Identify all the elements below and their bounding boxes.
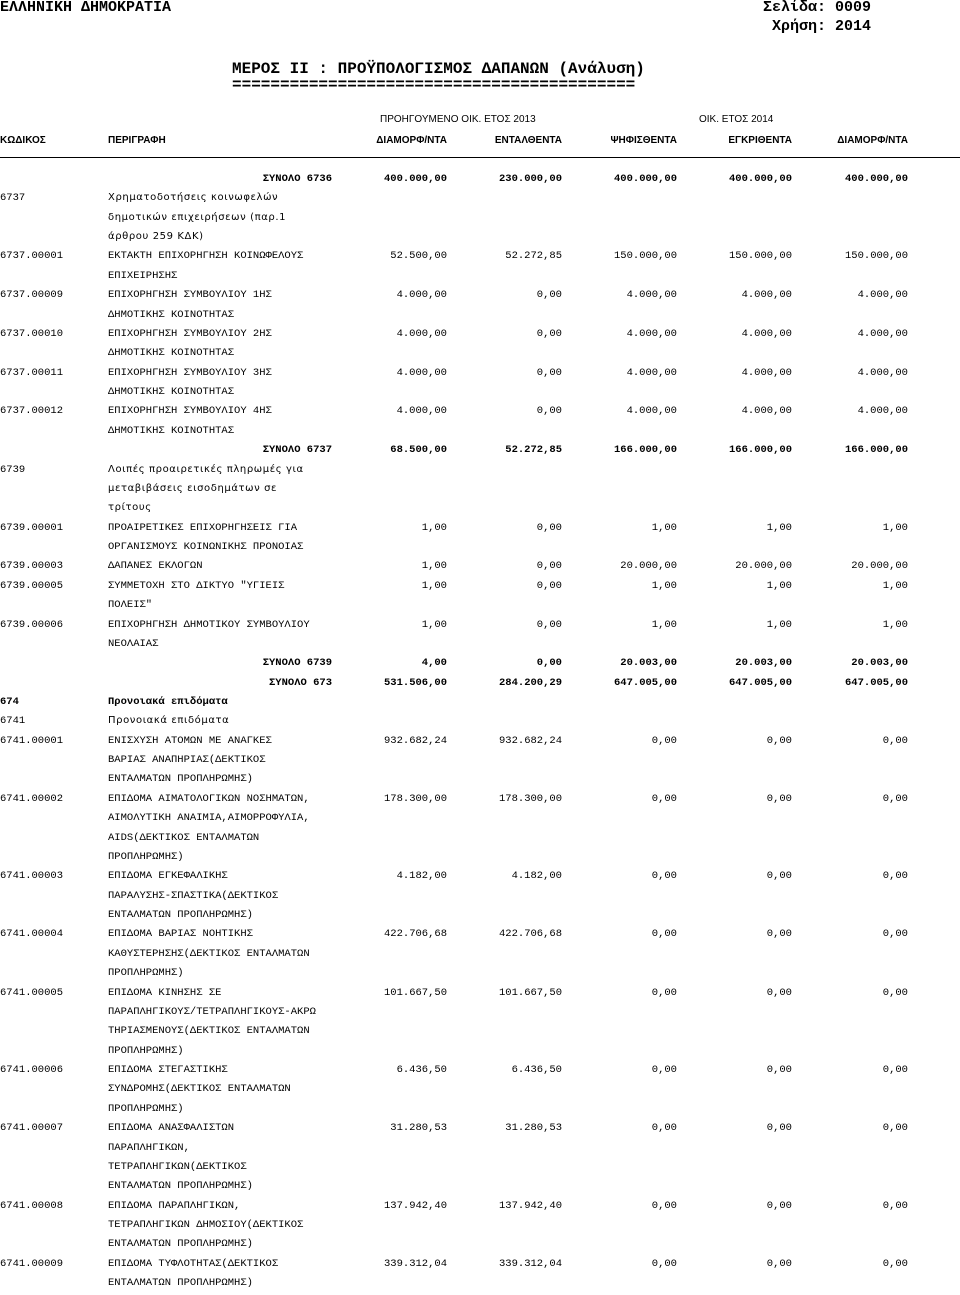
row-code: 6737.00010 xyxy=(0,327,64,340)
row-code: 6737 xyxy=(0,192,26,205)
value-ordered: 0,00 xyxy=(536,366,562,379)
row-description: ΕΠΙΔΟΜΑ ΕΓΚΕΦΑΛΙΚΗΣ xyxy=(108,870,228,883)
description-continuation-row xyxy=(0,502,960,520)
value-approved: 166.000,00 xyxy=(728,444,792,457)
row-code: 6739.00005 xyxy=(0,579,64,592)
value-ordered: 52.272,85 xyxy=(505,250,562,263)
value-formed-curr: 4.000,00 xyxy=(857,366,908,379)
value-formed-curr: 0,00 xyxy=(882,928,908,941)
value-formed-prev: 4,00 xyxy=(421,657,447,670)
row-code: 6737.00009 xyxy=(0,289,64,302)
value-formed-curr: 1,00 xyxy=(882,579,908,592)
description-continuation-row xyxy=(0,1238,960,1256)
description-continuation-row xyxy=(0,832,960,850)
row-description: ΔΗΜΟΤΙΚΗΣ ΚΟΙΝΟΤΗΤΑΣ xyxy=(108,424,235,437)
description-continuation-row xyxy=(0,231,960,249)
description-continuation-row xyxy=(0,599,960,617)
value-formed-prev: 137.942,40 xyxy=(383,1199,447,1212)
row-code: 6741.00002 xyxy=(0,792,64,805)
value-approved: 0,00 xyxy=(766,1199,792,1212)
description-continuation-row xyxy=(0,773,960,791)
total-row xyxy=(0,677,960,695)
row-description: ΕΠΙΔΟΜΑ ΣΤΕΓΑΣΤΙΚΗΣ xyxy=(108,1064,228,1077)
table-row xyxy=(0,464,960,482)
column-header-approved: ΕΓΚΡΙΘΕΝΤΑ xyxy=(728,135,792,146)
row-code: 6741.00004 xyxy=(0,928,64,941)
description-continuation-row xyxy=(0,1025,960,1043)
value-formed-prev: 932.682,24 xyxy=(383,734,447,747)
row-description: ΟΡΓΑΝΙΣΜΟΥΣ ΚΟΙΝΩΝΙΚΗΣ ΠΡΟΝΟΙΑΣ xyxy=(108,541,304,554)
description-continuation-row xyxy=(0,1142,960,1160)
value-formed-curr: 400.000,00 xyxy=(844,173,908,185)
value-formed-prev: 178.300,00 xyxy=(383,792,447,805)
value-voted: 1,00 xyxy=(651,579,677,592)
description-continuation-row xyxy=(0,909,960,927)
description-continuation-row xyxy=(0,638,960,656)
value-formed-prev: 52.500,00 xyxy=(390,250,447,263)
value-formed-curr: 4.000,00 xyxy=(857,327,908,340)
total-row xyxy=(0,657,960,675)
row-code: 6741.00008 xyxy=(0,1199,64,1212)
header-divider xyxy=(0,157,960,158)
value-formed-prev: 1,00 xyxy=(421,618,447,631)
row-description: άρθρου 259 ΚΔΚ) xyxy=(108,231,204,243)
value-approved: 20.003,00 xyxy=(735,657,792,670)
row-description: ΕΝΤΑΛΜΑΤΩΝ ΠΡΟΠΛΗΡΩΜΗΣ) xyxy=(108,909,253,922)
row-description: ΕΠΙΧΕΙΡΗΣΗΣ xyxy=(108,269,178,282)
row-code: 6741.00007 xyxy=(0,1122,64,1135)
value-approved: 4.000,00 xyxy=(741,405,792,418)
value-voted: 0,00 xyxy=(651,792,677,805)
description-continuation-row xyxy=(0,1277,960,1295)
row-code: 6737.00012 xyxy=(0,405,64,418)
column-header-formed-curr: ΔΙΑΜΟΡΦ/ΝΤΑ xyxy=(837,135,908,146)
value-ordered: 0,00 xyxy=(536,289,562,302)
row-description: ΔΗΜΟΤΙΚΗΣ ΚΟΙΝΟΤΗΤΑΣ xyxy=(108,347,235,360)
value-formed-prev: 4.000,00 xyxy=(396,366,447,379)
value-approved: 0,00 xyxy=(766,734,792,747)
value-approved: 1,00 xyxy=(766,521,792,534)
description-continuation-row xyxy=(0,541,960,559)
row-description: ΕΠΙΔΟΜΑ ΠΑΡΑΠΛΗΓΙΚΩΝ, xyxy=(108,1199,241,1212)
value-voted: 4.000,00 xyxy=(626,405,677,418)
row-description: ΕΝΤΑΛΜΑΤΩΝ ΠΡΟΠΛΗΡΩΜΗΣ) xyxy=(108,1277,253,1290)
row-description: ΕΠΙΔΟΜΑ ΑΝΑΣΦΑΛΙΣΤΩΝ xyxy=(108,1122,235,1135)
value-approved: 4.000,00 xyxy=(741,327,792,340)
value-voted: 20.003,00 xyxy=(620,657,677,670)
row-description: ΠΑΡΑΛΥΣΗΣ-ΣΠΑΣΤΙΚΑ(ΔΕΚΤΙΚΟΣ xyxy=(108,889,279,902)
value-voted: 1,00 xyxy=(651,521,677,534)
row-description: τρίτους xyxy=(108,502,152,514)
value-formed-prev: 400.000,00 xyxy=(383,173,447,185)
value-formed-curr: 0,00 xyxy=(882,1122,908,1135)
table-row xyxy=(0,870,960,888)
value-formed-prev: 68.500,00 xyxy=(390,444,447,457)
description-continuation-row xyxy=(0,212,960,230)
total-row xyxy=(0,173,960,191)
row-description: ΠΡΟΑΙΡΕΤΙΚΕΣ ΕΠΙΧΟΡΗΓΗΣΕΙΣ ΓΙΑ xyxy=(108,521,298,534)
table-row xyxy=(0,1064,960,1082)
value-approved: 0,00 xyxy=(766,1064,792,1077)
table-row xyxy=(0,793,960,811)
value-formed-curr: 166.000,00 xyxy=(844,444,908,457)
value-approved: 0,00 xyxy=(766,928,792,941)
value-ordered: 52.272,85 xyxy=(505,444,562,457)
row-description: ΕΠΙΔΟΜΑ ΒΑΡΙΑΣ ΝΟΗΤΙΚΗΣ xyxy=(108,928,253,941)
column-group-previous-year: ΠΡΟΗΓΟΥΜΕΝΟ ΟΙΚ. ΕΤΟΣ 2013 xyxy=(380,114,536,125)
row-description: ΕΠΙΧΟΡΗΓΗΣΗ ΣΥΜΒΟΥΛΙΟΥ 2ΗΣ xyxy=(108,327,272,340)
description-continuation-row xyxy=(0,890,960,908)
row-code: 6741.00005 xyxy=(0,986,64,999)
row-description: ΕΝΤΑΛΜΑΤΩΝ ΠΡΟΠΛΗΡΩΜΗΣ) xyxy=(108,773,253,786)
value-formed-curr: 0,00 xyxy=(882,792,908,805)
row-description: ΕΠΙΔΟΜΑ ΑΙΜΑΤΟΛΟΓΙΚΩΝ ΝΟΣΗΜΑΤΩΝ, xyxy=(108,792,310,805)
value-formed-prev: 4.000,00 xyxy=(396,405,447,418)
description-continuation-row xyxy=(0,948,960,966)
value-ordered: 0,00 xyxy=(536,405,562,418)
value-voted: 150.000,00 xyxy=(613,250,677,263)
row-code: 6737.00011 xyxy=(0,366,64,379)
value-approved: 150.000,00 xyxy=(728,250,792,263)
value-approved: 0,00 xyxy=(766,1257,792,1270)
value-formed-curr: 0,00 xyxy=(882,1199,908,1212)
table-row xyxy=(0,1258,960,1276)
value-formed-prev: 422.706,68 xyxy=(383,928,447,941)
table-row xyxy=(0,1200,960,1218)
value-ordered: 0,00 xyxy=(536,657,562,670)
row-description: ΕΠΙΧΟΡΗΓΗΣΗ ΣΥΜΒΟΥΛΙΟΥ 1ΗΣ xyxy=(108,289,272,302)
value-formed-prev: 339.312,04 xyxy=(383,1257,447,1270)
total-label: ΣΥΝΟΛΟ 673 xyxy=(268,676,332,689)
value-formed-prev: 101.667,50 xyxy=(383,986,447,999)
description-continuation-row xyxy=(0,851,960,869)
value-ordered: 0,00 xyxy=(536,618,562,631)
value-formed-curr: 1,00 xyxy=(882,618,908,631)
column-header-ordered: ΕΝΤΑΛΘΕΝΤΑ xyxy=(494,135,562,146)
row-description: ΝΕΟΛΑΙΑΣ xyxy=(108,637,159,650)
value-approved: 0,00 xyxy=(766,870,792,883)
column-header-voted: ΨΗΦΙΣΘΕΝΤΑ xyxy=(610,135,677,146)
value-voted: 0,00 xyxy=(651,928,677,941)
row-description: ΣΥΝΔΡΟΜΗΣ(ΔΕΚΤΙΚΟΣ ΕΝΤΑΛΜΑΤΩΝ xyxy=(108,1083,291,1096)
page-title: ΜΕΡΟΣ ΙΙ : ΠΡΟΫΠΟΛΟΓΙΣΜΟΣ ΔΑΠΑΝΩΝ (Ανάλυση) xyxy=(232,60,645,78)
section-row xyxy=(0,696,960,714)
row-code: 6741.00009 xyxy=(0,1257,64,1270)
value-formed-prev: 31.280,53 xyxy=(390,1122,447,1135)
value-formed-curr: 0,00 xyxy=(882,734,908,747)
column-header-description: ΠΕΡΙΓΡΑΦΗ xyxy=(108,135,166,146)
value-ordered: 137.942,40 xyxy=(498,1199,562,1212)
description-continuation-row xyxy=(0,754,960,772)
row-description: ΕΝΙΣΧΥΣΗ ΑΤΟΜΩΝ ΜΕ ΑΝΑΓΚΕΣ xyxy=(108,734,272,747)
value-approved: 647.005,00 xyxy=(728,676,792,689)
row-description: Λοιπές προαιρετικές πληρωμές για xyxy=(108,463,304,475)
description-continuation-row xyxy=(0,1006,960,1024)
description-continuation-row xyxy=(0,967,960,985)
row-description: Προνοιακά επιδόματα xyxy=(108,695,228,708)
value-approved: 0,00 xyxy=(766,1122,792,1135)
value-voted: 400.000,00 xyxy=(613,173,677,185)
row-code: 6739.00003 xyxy=(0,560,64,573)
value-formed-curr: 4.000,00 xyxy=(857,405,908,418)
value-voted: 0,00 xyxy=(651,1064,677,1077)
table-row xyxy=(0,580,960,598)
row-description: ΕΠΙΔΟΜΑ ΚΙΝΗΣΗΣ ΣΕ xyxy=(108,986,222,999)
description-continuation-row xyxy=(0,309,960,327)
value-formed-prev: 1,00 xyxy=(421,521,447,534)
row-description: Προνοιακά επιδόματα xyxy=(108,715,230,727)
row-description: ΠΡΟΠΛΗΡΩΜΗΣ) xyxy=(108,1102,184,1115)
row-code: 6739 xyxy=(0,463,26,476)
value-approved: 400.000,00 xyxy=(728,173,792,185)
value-formed-curr: 0,00 xyxy=(882,870,908,883)
value-voted: 166.000,00 xyxy=(613,444,677,457)
value-ordered: 6.436,50 xyxy=(511,1064,562,1077)
value-ordered: 178.300,00 xyxy=(498,792,562,805)
value-formed-prev: 1,00 xyxy=(421,560,447,573)
value-formed-prev: 4.000,00 xyxy=(396,289,447,302)
value-formed-prev: 1,00 xyxy=(421,579,447,592)
row-description: ΠΑΡΑΠΛΗΓΙΚΩΝ, xyxy=(108,1141,190,1154)
value-formed-prev: 4.182,00 xyxy=(396,870,447,883)
table-row xyxy=(0,735,960,753)
row-description: ΤΕΤΡΑΠΛΗΓΙΚΩΝ(ΔΕΚΤΙΚΟΣ xyxy=(108,1160,247,1173)
row-code: 6741.00003 xyxy=(0,870,64,883)
row-description: ΕΠΙΧΟΡΗΓΗΣΗ ΔΗΜΟΤΙΚΟΥ ΣΥΜΒΟΥΛΙΟΥ xyxy=(108,618,310,631)
description-continuation-row xyxy=(0,425,960,443)
row-description: ΣΥΜΜΕΤΟΧΗ ΣΤΟ ΔΙΚΤΥΟ "ΥΓΙΕΙΣ xyxy=(108,579,285,592)
table-row xyxy=(0,250,960,268)
value-formed-curr: 150.000,00 xyxy=(844,250,908,263)
row-description: ΠΟΛΕΙΣ" xyxy=(108,599,153,612)
header-left: ΕΛΛΗΝΙΚΗ ΔΗΜΟΚΡΑΤΙΑ xyxy=(0,0,172,16)
value-approved: 0,00 xyxy=(766,792,792,805)
row-description: ΕΝΤΑΛΜΑΤΩΝ ΠΡΟΠΛΗΡΩΜΗΣ) xyxy=(108,1238,253,1251)
row-description: ΕΝΤΑΛΜΑΤΩΝ ΠΡΟΠΛΗΡΩΜΗΣ) xyxy=(108,1180,253,1193)
row-description: δημοτικών επιχειρήσεων (παρ.1 xyxy=(108,211,287,223)
row-description: ΠΑΡΑΠΛΗΓΙΚΟΥΣ/ΤΕΤΡΑΠΛΗΓΙΚΟΥΣ-ΑΚΡΩ xyxy=(108,1005,316,1018)
row-code: 6741.00001 xyxy=(0,734,64,747)
total-label: ΣΥΝΟΛΟ 6737 xyxy=(262,444,332,457)
row-description: ΒΑΡΙΑΣ ΑΝΑΠΗΡΙΑΣ(ΔΕΚΤΙΚΟΣ xyxy=(108,754,266,767)
value-formed-curr: 4.000,00 xyxy=(857,289,908,302)
table-row xyxy=(0,289,960,307)
row-description: ΕΠΙΔΟΜΑ ΤΥΦΛΟΤΗΤΑΣ(ΔΕΚΤΙΚΟΣ xyxy=(108,1257,279,1270)
row-code: 674 xyxy=(0,695,19,708)
value-voted: 0,00 xyxy=(651,1257,677,1270)
value-formed-prev: 6.436,50 xyxy=(396,1064,447,1077)
value-voted: 4.000,00 xyxy=(626,327,677,340)
table-row xyxy=(0,192,960,210)
description-continuation-row xyxy=(0,1103,960,1121)
value-voted: 0,00 xyxy=(651,1122,677,1135)
value-ordered: 0,00 xyxy=(536,579,562,592)
table-row xyxy=(0,715,960,733)
value-voted: 0,00 xyxy=(651,734,677,747)
value-voted: 1,00 xyxy=(651,618,677,631)
table-row xyxy=(0,560,960,578)
value-formed-curr: 0,00 xyxy=(882,1257,908,1270)
fiscal-year: Χρήση: 2014 xyxy=(771,18,871,35)
value-ordered: 0,00 xyxy=(536,521,562,534)
value-voted: 20.000,00 xyxy=(620,560,677,573)
description-continuation-row xyxy=(0,347,960,365)
value-ordered: 422.706,68 xyxy=(498,928,562,941)
row-description: ΔΗΜΟΤΙΚΗΣ ΚΟΙΝΟΤΗΤΑΣ xyxy=(108,308,235,321)
value-formed-curr: 647.005,00 xyxy=(844,676,908,689)
value-formed-prev: 531.506,00 xyxy=(383,676,447,689)
value-approved: 20.000,00 xyxy=(735,560,792,573)
row-description: ΕΠΙΧΟΡΗΓΗΣΗ ΣΥΜΒΟΥΛΙΟΥ 3ΗΣ xyxy=(108,366,272,379)
value-formed-prev: 4.000,00 xyxy=(396,327,447,340)
total-label: ΣΥΝΟΛΟ 6739 xyxy=(262,657,332,670)
value-approved: 1,00 xyxy=(766,579,792,592)
value-ordered: 284.200,29 xyxy=(498,676,562,689)
table-row xyxy=(0,928,960,946)
row-description: ΠΡΟΠΛΗΡΩΜΗΣ) xyxy=(108,850,184,863)
row-description: ΕΚΤΑΚΤΗ ΕΠΙΧΟΡΗΓΗΣΗ ΚΟΙΝΩΦΕΛΟΥΣ xyxy=(108,250,304,263)
row-description: μεταβιβάσεις εισοδημάτων σε xyxy=(108,482,278,494)
value-ordered: 230.000,00 xyxy=(498,173,562,185)
value-voted: 647.005,00 xyxy=(613,676,677,689)
row-description: ΔΗΜΟΤΙΚΗΣ ΚΟΙΝΟΤΗΤΑΣ xyxy=(108,386,235,399)
value-ordered: 4.182,00 xyxy=(511,870,562,883)
value-ordered: 31.280,53 xyxy=(505,1122,562,1135)
title-underline: ========================================== xyxy=(232,76,636,94)
value-formed-curr: 20.003,00 xyxy=(851,657,908,670)
column-header-formed-prev: ΔΙΑΜΟΡΦ/ΝΤΑ xyxy=(376,135,447,146)
description-continuation-row xyxy=(0,1219,960,1237)
value-approved: 4.000,00 xyxy=(741,366,792,379)
value-ordered: 0,00 xyxy=(536,560,562,573)
description-continuation-row xyxy=(0,1180,960,1198)
value-ordered: 0,00 xyxy=(536,327,562,340)
row-description: ΤΗΡΙΑΣΜΕΝΟΥΣ(ΔΕΚΤΙΚΟΣ ΕΝΤΑΛΜΑΤΩΝ xyxy=(108,1025,310,1038)
row-description: Χρηματοδοτήσεις κοινωφελών xyxy=(108,192,279,204)
value-approved: 0,00 xyxy=(766,986,792,999)
row-description: ΤΕΤΡΑΠΛΗΓΙΚΩΝ ΔΗΜΟΣΙΟΥ(ΔΕΚΤΙΚΟΣ xyxy=(108,1218,304,1231)
value-formed-curr: 0,00 xyxy=(882,1064,908,1077)
row-description: ΠΡΟΠΛΗΡΩΜΗΣ) xyxy=(108,967,184,980)
table-row xyxy=(0,405,960,423)
row-description: ΠΡΟΠΛΗΡΩΜΗΣ) xyxy=(108,1044,184,1057)
value-voted: 4.000,00 xyxy=(626,289,677,302)
table-row xyxy=(0,619,960,637)
table-row xyxy=(0,367,960,385)
description-continuation-row xyxy=(0,1045,960,1063)
column-group-current-year: ΟΙΚ. ΕΤΟΣ 2014 xyxy=(699,114,774,125)
value-formed-curr: 20.000,00 xyxy=(851,560,908,573)
page-number: Σελίδα: 0009 xyxy=(762,0,871,16)
description-continuation-row xyxy=(0,812,960,830)
value-ordered: 932.682,24 xyxy=(498,734,562,747)
description-continuation-row xyxy=(0,483,960,501)
row-description: ΕΠΙΧΟΡΗΓΗΣΗ ΣΥΜΒΟΥΛΙΟΥ 4ΗΣ xyxy=(108,405,272,418)
description-continuation-row xyxy=(0,1083,960,1101)
value-voted: 0,00 xyxy=(651,870,677,883)
row-code: 6739.00006 xyxy=(0,618,64,631)
value-voted: 0,00 xyxy=(651,1199,677,1212)
value-ordered: 339.312,04 xyxy=(498,1257,562,1270)
value-ordered: 101.667,50 xyxy=(498,986,562,999)
value-formed-curr: 0,00 xyxy=(882,986,908,999)
value-approved: 1,00 xyxy=(766,618,792,631)
row-description: ΔΑΠΑΝΕΣ ΕΚΛΟΓΩΝ xyxy=(108,560,203,573)
description-continuation-row xyxy=(0,270,960,288)
column-header-code: ΚΩΔΙΚΟΣ xyxy=(0,135,46,146)
table-row xyxy=(0,1122,960,1140)
description-continuation-row xyxy=(0,386,960,404)
row-description: ΚΑΘΥΣΤΕΡΗΣΗΣ(ΔΕΚΤΙΚΟΣ ΕΝΤΑΛΜΑΤΩΝ xyxy=(108,947,310,960)
value-formed-curr: 1,00 xyxy=(882,521,908,534)
row-code: 6739.00001 xyxy=(0,521,64,534)
table-row xyxy=(0,987,960,1005)
total-label: ΣΥΝΟΛΟ 6736 xyxy=(262,173,332,185)
table-row xyxy=(0,522,960,540)
description-continuation-row xyxy=(0,1161,960,1179)
value-voted: 4.000,00 xyxy=(626,366,677,379)
value-approved: 4.000,00 xyxy=(741,289,792,302)
row-description: AIDS(ΔΕΚΤΙΚΟΣ ΕΝΤΑΛΜΑΤΩΝ xyxy=(108,831,260,844)
row-code: 6741 xyxy=(0,715,26,728)
row-description: ΑΙΜΟΛΥΤΙΚΗ ΑΝΑΙΜΙΑ,ΑΙΜΟΡΡΟΦΥΛΙΑ, xyxy=(108,812,310,825)
row-code: 6737.00001 xyxy=(0,250,64,263)
total-row xyxy=(0,444,960,462)
table-row xyxy=(0,328,960,346)
row-code: 6741.00006 xyxy=(0,1064,64,1077)
value-voted: 0,00 xyxy=(651,986,677,999)
